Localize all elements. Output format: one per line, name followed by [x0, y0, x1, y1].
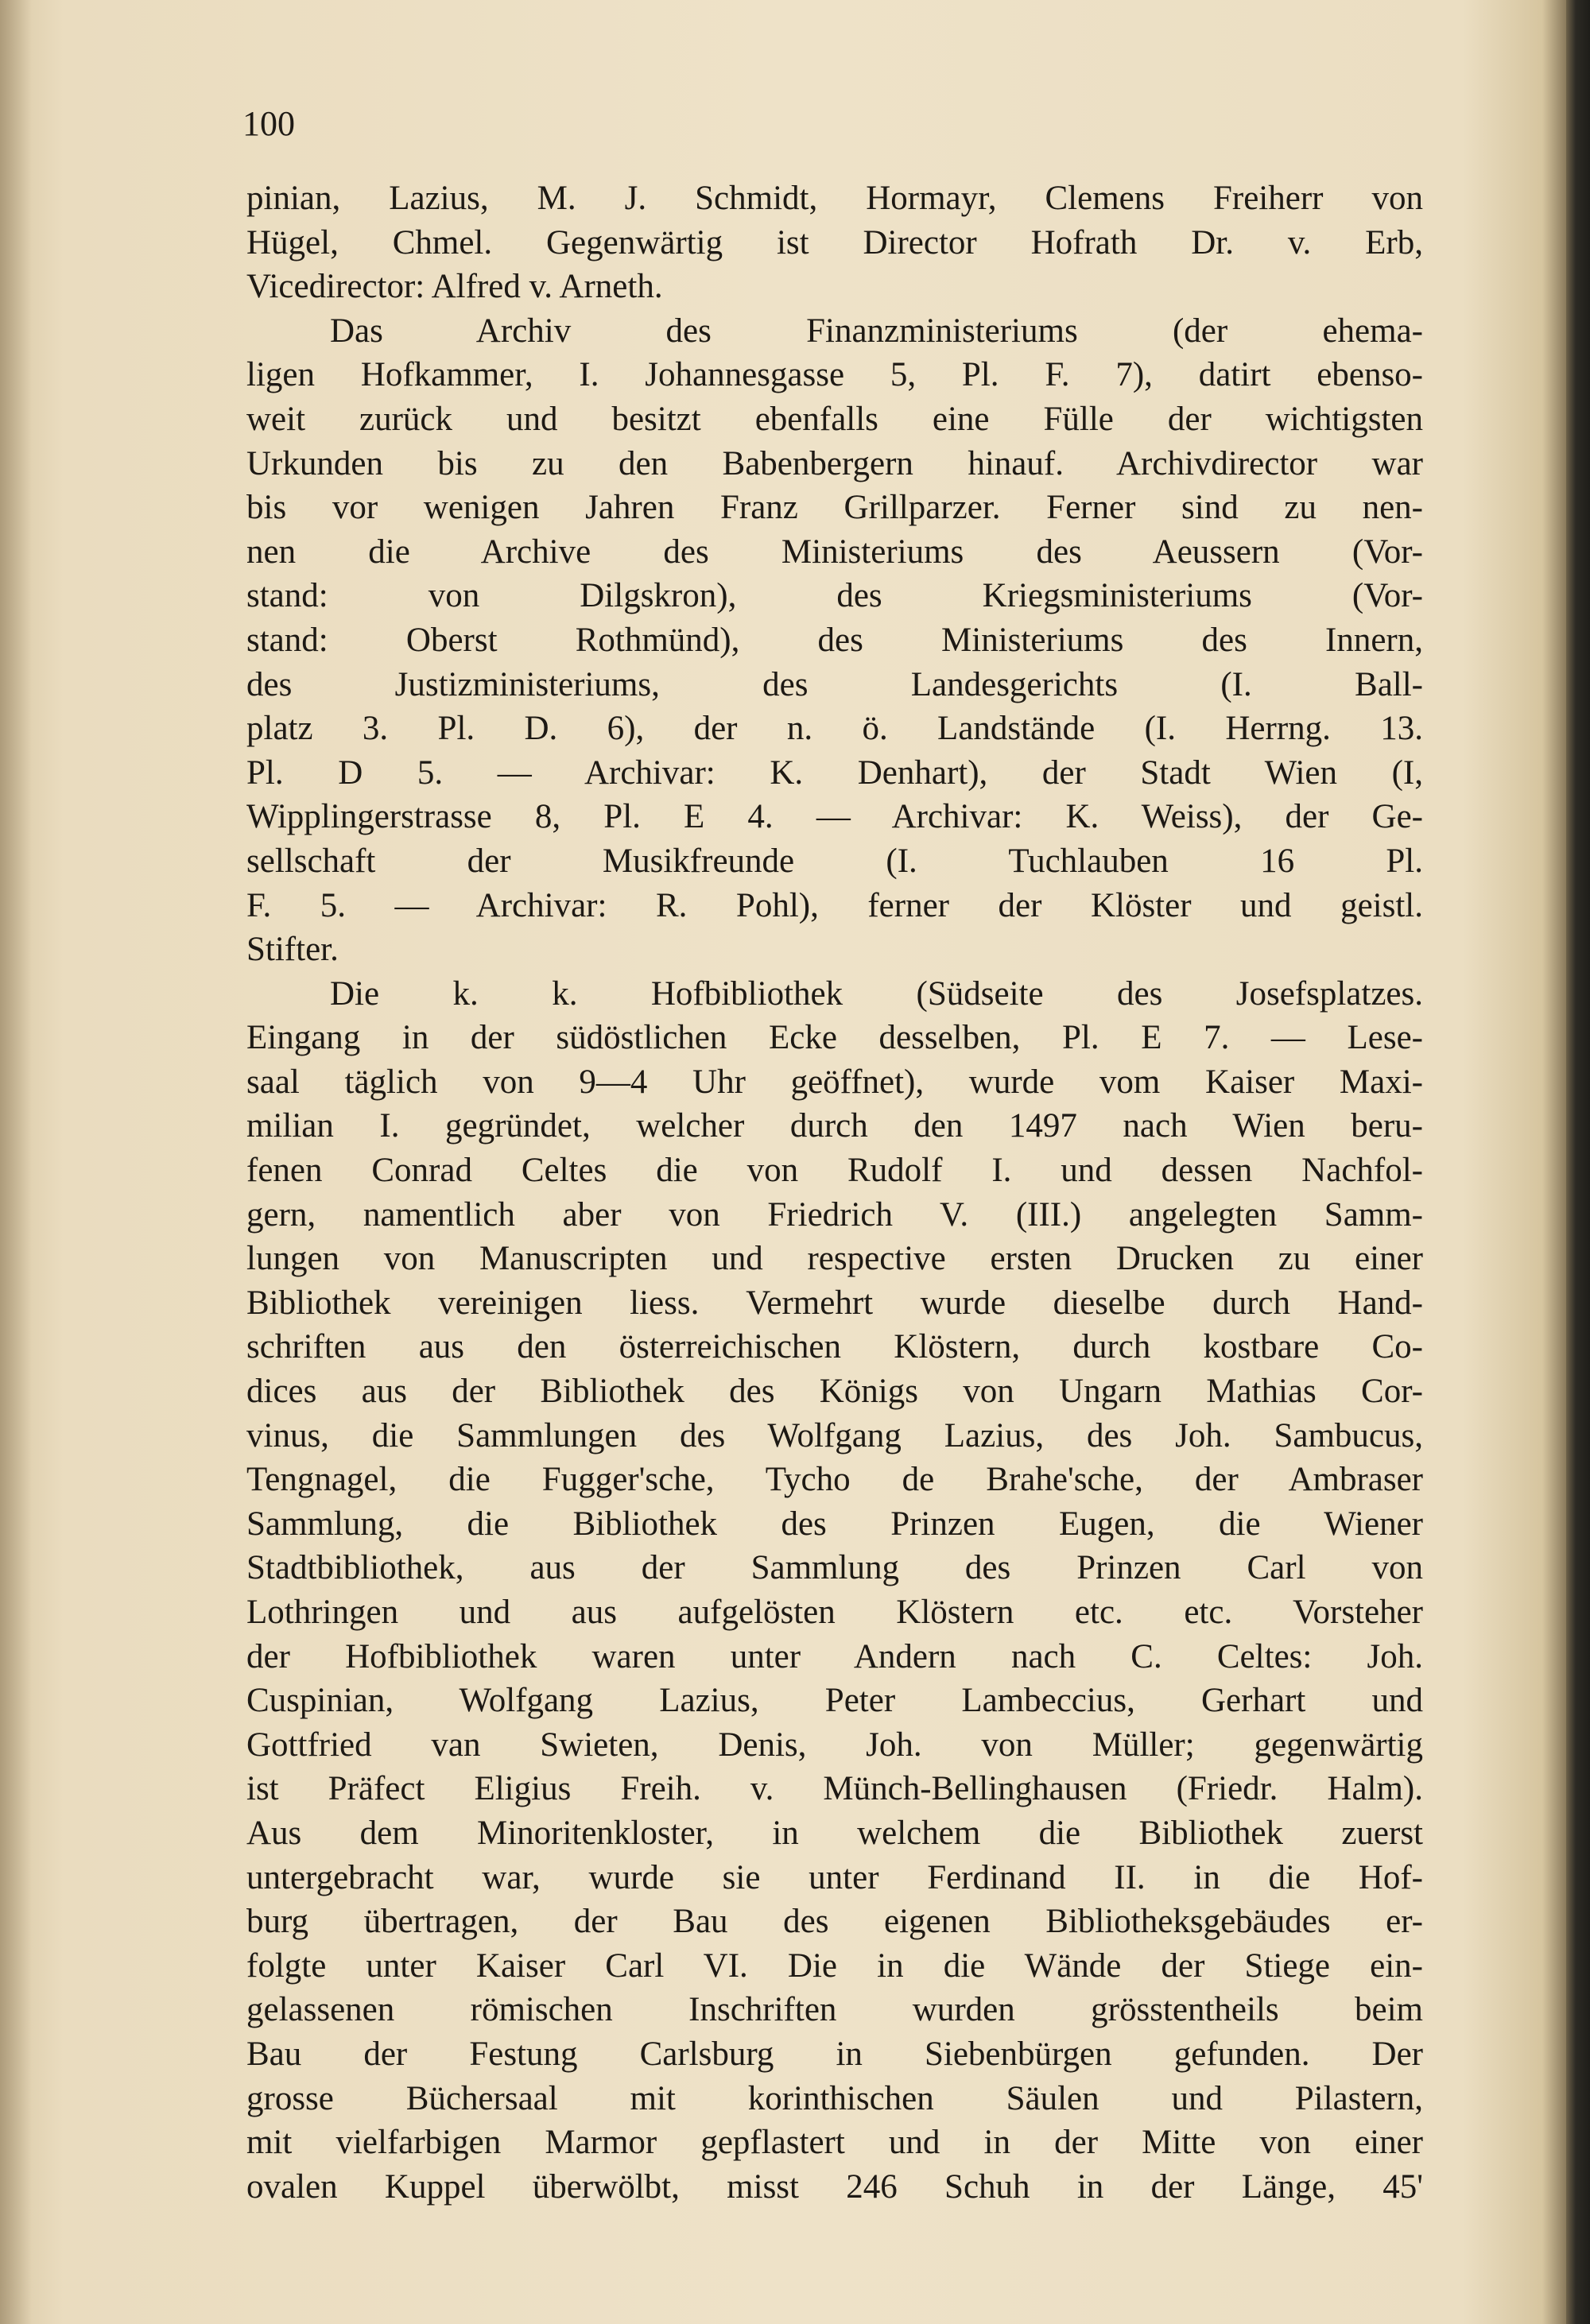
text-line: stand: Oberst Rothmünd), des Ministeriums des Innern,	[246, 621, 1423, 659]
text-line: lungen von Manuscripten und respective ersten Drucken zu einer	[246, 1240, 1423, 1278]
text-line: folgte unter Kaiser Carl VI. Die in die Wände der Stiege ein-	[246, 1946, 1423, 1985]
text-line: Stifter.	[246, 931, 339, 969]
text-line: mit vielfarbigen Marmor gepflastert und in der Mitte von einer	[246, 2124, 1423, 2162]
page-number: 100	[242, 104, 295, 143]
text-line: der Hofbibliothek waren unter Andern nach C. Celtes: Joh.	[246, 1637, 1423, 1675]
page-left-shadow	[0, 0, 32, 2324]
text-line: Pl. D 5. — Archivar: K. Denhart), der Stadt Wien (I,	[246, 753, 1423, 792]
text-line: nen die Archive des Ministeriums des Aeussern (Vor-	[246, 533, 1423, 571]
text-line: gelassenen römischen Inschriften wurden grösstentheils beim	[246, 1991, 1423, 2029]
text-line: Bau der Festung Carlsburg in Siebenbürgen gefunden. Der	[246, 2035, 1423, 2073]
text-line: ist Präfect Eligius Freih. v. Münch-Bellinghausen (Friedr. Halm).	[246, 1770, 1423, 1808]
text-line: Lothringen und aus aufgelösten Klöstern etc. etc. Vorsteher	[246, 1594, 1423, 1631]
text-line: sellschaft der Musikfreunde (I. Tuchlauben 16 Pl.	[246, 842, 1423, 880]
text-line: dices aus der Bibliothek des Königs von Ungarn Mathias Cor-	[246, 1373, 1423, 1411]
text-line: Aus dem Minoritenkloster, in welchem die Bibliothek zuerst	[246, 1814, 1423, 1852]
text-line: fenen Conrad Celtes die von Rudolf I. und dessen Nachfol-	[246, 1152, 1423, 1190]
text-line: grosse Büchersaal mit korinthischen Säulen und Pilastern,	[246, 2079, 1423, 2117]
text-line: F. 5. — Archivar: R. Pohl), ferner der Klöster und geistl.	[246, 886, 1423, 924]
text-line: untergebracht war, wurde sie unter Ferdinand II. in die Hof-	[246, 1858, 1423, 1896]
text-line: ovalen Kuppel überwölbt, misst 246 Schuh in der Länge, 45'	[246, 2167, 1423, 2206]
text-line: stand: von Dilgskron), des Kriegsministeriums (Vor-	[246, 577, 1423, 615]
text-line: gern, namentlich aber von Friedrich V. (III.) angelegten Samm-	[246, 1195, 1423, 1234]
body-text	[246, 176, 1423, 2209]
text-line: bis vor wenigen Jahren Franz Grillparzer. Ferner sind zu nen-	[246, 489, 1423, 527]
text-line: saal täglich von 9—4 Uhr geöffnet), wurde vom Kaiser Maxi-	[246, 1063, 1423, 1101]
text-line: ligen Hofkammer, I. Johannesgasse 5, Pl. F. 7), datirt ebenso-	[246, 356, 1423, 394]
text-line: burg übertragen, der Bau des eigenen Bibliotheksgebäudes er-	[246, 1903, 1423, 1941]
book-spine	[1566, 0, 1590, 2324]
text-line: platz 3. Pl. D. 6), der n. ö. Landstände (I. Herrng. 13.	[246, 710, 1423, 748]
text-line: weit zurück und besitzt ebenfalls eine Fülle der wichtigsten	[246, 400, 1423, 438]
text-line: Wipplingerstrasse 8, Pl. E 4. — Archivar: K. Weiss), der Ge-	[246, 798, 1423, 836]
text-line: Vicedirector: Alfred v. Arneth.	[246, 268, 663, 306]
text-line: Bibliothek vereinigen liess. Vermehrt wurde dieselbe durch Hand-	[246, 1284, 1423, 1322]
text-line: milian I. gegründet, welcher durch den 1497 nach Wien beru-	[246, 1107, 1423, 1145]
text-line: des Justizministeriums, des Landesgerichts (I. Ball-	[246, 665, 1423, 703]
text-line: Eingang in der südöstlichen Ecke desselben, Pl. E 7. — Lese-	[246, 1019, 1423, 1057]
text-line: Tengnagel, die Fugger'sche, Tycho de Brahe'sche, der Ambraser	[246, 1461, 1423, 1499]
text-line: Das Archiv des Finanzministeriums (der ehema-	[330, 312, 1423, 350]
text-line: Hügel, Chmel. Gegenwärtig ist Director Hofrath Dr. v. Erb,	[246, 223, 1423, 261]
text-line: schriften aus den österreichischen Klöstern, durch kostbare Co-	[246, 1328, 1423, 1366]
text-line: vinus, die Sammlungen des Wolfgang Lazius, des Joh. Sambucus,	[246, 1416, 1423, 1454]
text-line: pinian, Lazius, M. J. Schmidt, Hormayr, Clemens Freiherr von	[246, 180, 1423, 217]
text-line: Cuspinian, Wolfgang Lazius, Peter Lambeccius, Gerhart und	[246, 1682, 1423, 1720]
text-line: Sammlung, die Bibliothek des Prinzen Eugen, die Wiener	[246, 1505, 1423, 1543]
text-line: Stadtbibliothek, aus der Sammlung des Prinzen Carl von	[246, 1549, 1423, 1587]
text-line: Gottfried van Swieten, Denis, Joh. von Müller; gegenwärtig	[246, 1726, 1423, 1764]
text-line: Die k. k. Hofbibliothek (Südseite des Josefsplatzes.	[330, 974, 1423, 1013]
text-line: Urkunden bis zu den Babenbergern hinauf. Archivdirector war	[246, 444, 1423, 482]
